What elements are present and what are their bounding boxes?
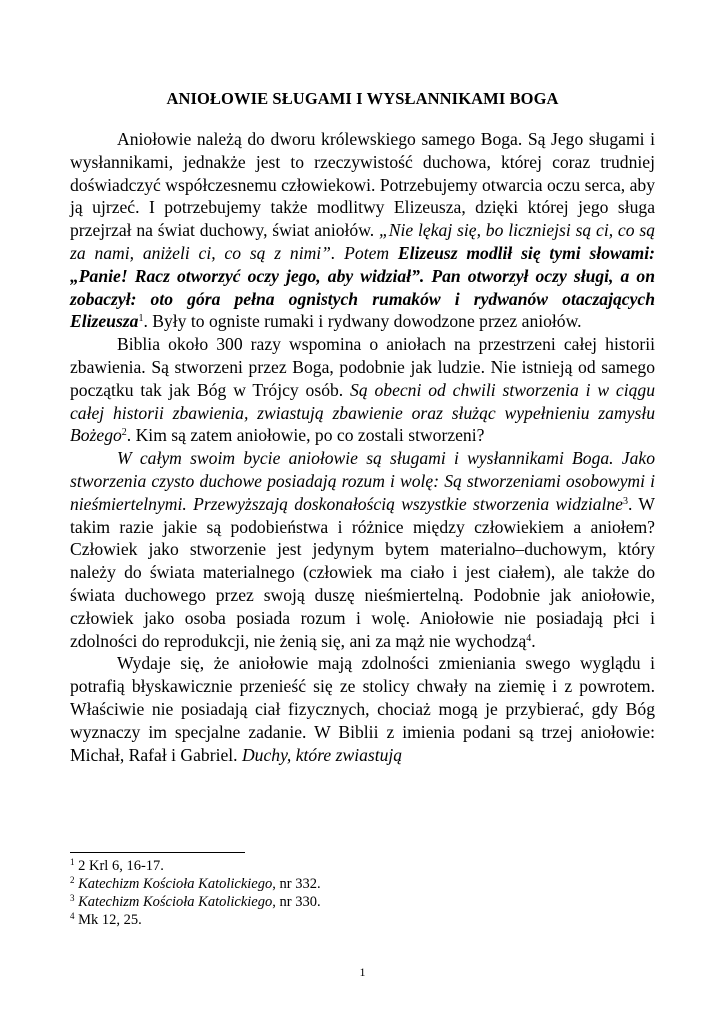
footnote-4-number: 4 bbox=[70, 911, 75, 921]
paragraph-3-segment-3: . W takim razie jakie są podobieństwa i różnice między człowiekiem a aniołem? Człowiek jako stworzenie jest jedynym bytem materialno–duchowym, który należy do świata materialnego (człowiek ma ciało i jest ciałem), ale także do świata duchowego przez swoją duszę nieśmiertelną. Podobnie jak aniołowie, człowiek jako osoba posiada rozum i wolę. Aniołowie nie posiadają płci i zdolności do reprodukcji, nie żenią się, ani za mąż nie wychodzą bbox=[70, 493, 655, 651]
footnote-ref-3[interactable]: 3 bbox=[623, 495, 628, 507]
paragraph-3-segment-1: W całym swoim bycie aniołowie są sługami i wysłannikami Boga. Jako stworzenia czysto duchowe posiadają rozum i wolę: Są stworzeniami osobowymi i nieśmiertelnymi. Przewyższają doskonałością wszystkie stworzenia widzialne bbox=[70, 448, 655, 514]
paragraph-1-segment-5: . Były to ogniste rumaki i rydwany dowodzone przez aniołów. bbox=[143, 311, 582, 332]
footnote-separator bbox=[70, 852, 245, 853]
footnote-ref-2[interactable]: 2 bbox=[121, 427, 127, 439]
footnote-2-ref: , nr 332. bbox=[272, 876, 321, 892]
footnote-3-source: Katechizm Kościoła Katolickiego bbox=[78, 894, 273, 910]
paragraph-2-segment-1: Biblia około 300 razy wspomina o aniołach na przestrzeni całej historii zbawienia. Są stworzeni przez Boga, podobnie jak ludzie. Nie istnieją od samego początku tak jak Bóg w Trójcy osób. bbox=[70, 334, 655, 400]
paragraph-2 bbox=[70, 333, 655, 447]
paragraph-4-segment-1: Wydaje się, że aniołowie mają zdolności zmieniania swego wyglądu i potrafią błyskawicznie przenieść się ze stolicy chwały na ziemię i z powrotem. Właściwie nie posiadają ciał fizycznych, chociaż mogą je przybierać, gdy Bóg wyznaczy im specjalne zadanie. W Biblii z imienia podani są trzej aniołowie: Michał, Rafał i Gabriel. bbox=[70, 653, 655, 765]
paragraph-2-segment-2: Są obecni od chwili stworzenia i w ciągu całej historii zbawienia, zwiastują zbawienie oraz służąc wypełnieniu zamysłu Bożego bbox=[70, 379, 655, 446]
body-text bbox=[70, 128, 655, 766]
footnote-1 bbox=[70, 857, 655, 875]
paragraph-1-segment-1: Aniołowie należą do dworu królewskiego samego Boga. Są Jego sługami i wysłannikami, jednakże jest to rzeczywistość duchowa, której coraz trudniej doświadczyć współczesnemu człowiekowi. Potrzebujemy otwarcia oczu serca, aby ją ujrzeć. I potrzebujemy także modlitwy Elizeusza, dzięki której jego sługa przejrzał na świat duchowy, świat aniołów. bbox=[70, 129, 655, 241]
footnotes bbox=[70, 857, 655, 929]
footnote-3 bbox=[70, 893, 655, 911]
footnote-1-text: 2 Krl 6, 16-17. bbox=[74, 858, 164, 874]
footnote-3-ref: , nr 330. bbox=[272, 894, 321, 910]
footnote-ref-4[interactable]: 4 bbox=[526, 632, 532, 644]
footnote-4-text: Mk 12, 25. bbox=[74, 912, 142, 928]
paragraph-1-segment-3: Elizeusz modlił się tymi słowami: „Panie! Racz otworzyć oczy jego, aby widział”. Pan otworzył oczy sługi, a on zobaczył: oto góra pełna ognistych rumaków i rydwanów otaczających Elizeusza bbox=[70, 242, 655, 332]
document-title: ANIOŁOWIE SŁUGAMI I WYSŁANNIKAMI BOGA bbox=[166, 89, 559, 108]
footnote-ref-1[interactable]: 1 bbox=[138, 313, 144, 325]
paragraph-1-segment-2: „Nie lękaj się, bo liczniejsi są ci, co są za nami, aniżeli ci, co są z nimi”. Potem bbox=[70, 220, 655, 263]
footnote-2 bbox=[70, 875, 655, 893]
footnote-2-source: Katechizm Kościoła Katolickiego bbox=[78, 876, 273, 892]
footnote-2-number: 2 bbox=[70, 875, 75, 885]
footnote-4 bbox=[70, 911, 655, 929]
footnote-1-number: 1 bbox=[70, 857, 75, 867]
paragraph-3 bbox=[70, 447, 655, 652]
paragraph-4-segment-2: Duchy, które zwiastują bbox=[241, 744, 403, 765]
paragraph-2-segment-4: . Kim są zatem aniołowie, po co zostali stworzeni? bbox=[126, 425, 485, 446]
paragraph-4 bbox=[70, 652, 655, 766]
page-number: 1 bbox=[359, 965, 366, 979]
footnote-3-number: 3 bbox=[70, 893, 75, 903]
paragraph-3-segment-5: . bbox=[531, 630, 536, 651]
paragraph-1 bbox=[70, 128, 655, 333]
